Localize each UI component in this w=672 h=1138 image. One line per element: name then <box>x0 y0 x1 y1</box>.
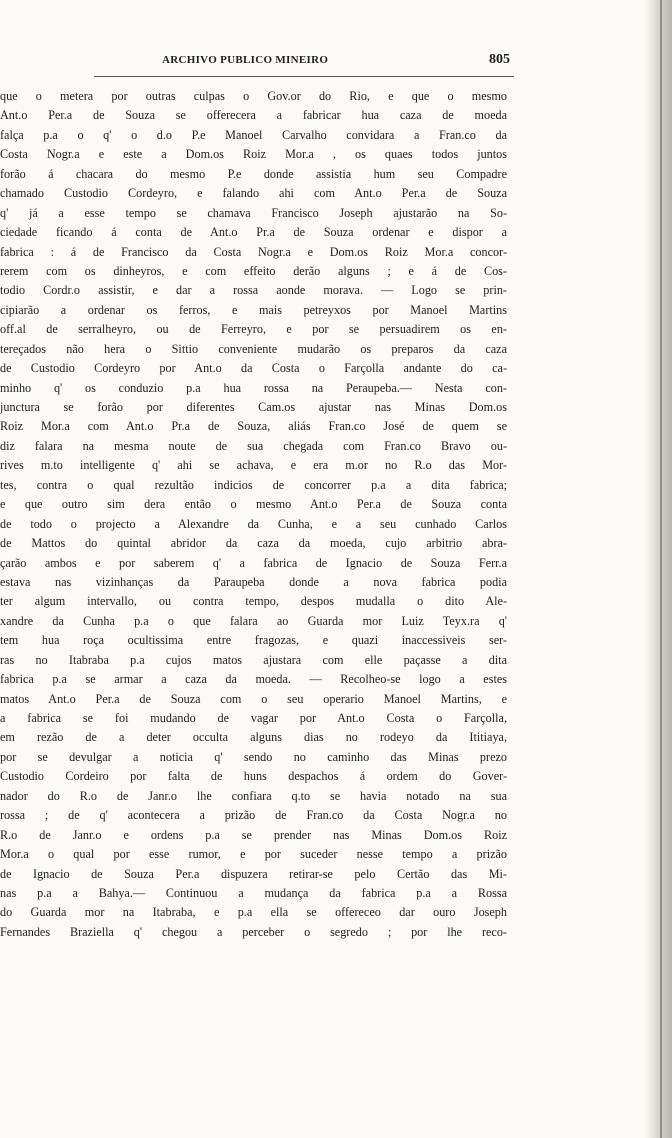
text-line: ciedade ficando á conta de Ant.o Pr.a de Souza ordenar e dispor a <box>0 225 507 240</box>
text-line: çarão ambos e por saberem q' a fabrica de Ignacio de Souza Ferr.a <box>0 555 507 570</box>
text-line: Custodio Cordeiro por falta de huns despachos á ordem do Gover- <box>0 769 507 784</box>
text-line: de Custodio Cordeyro por Ant.o da Costa o Farçolla andante do ca- <box>0 361 507 376</box>
text-line: todio Cordr.o assistir, e dar a rossa aonde morava. — Logo se prin- <box>0 283 507 298</box>
page-binding-line <box>660 0 662 1138</box>
text-line: diz falara na mesma noute de sua chegada com Fran.co Bravo ou- <box>0 438 507 453</box>
text-line: nas p.a a Bahya.— Continuou a mudança da fabrica p.a a Rossa <box>0 885 507 900</box>
text-line: estava nas vizinhanças da Paraupeba donde a nova fabrica podia <box>0 574 507 589</box>
text-line: Ant.o Per.a de Souza se offerecera a fabricar hua caza de moeda <box>0 108 507 123</box>
text-line: nador do R.o de Janr.o lhe confiara q.to se havia notado na sua <box>0 788 507 803</box>
text-line: tem hua roça ocultissima entre fragozas, e quazi inaccessiveis ser- <box>0 633 507 648</box>
text-line: ter algum intervallo, ou contra tempo, despos mudalla o dito Ale- <box>0 594 507 609</box>
text-line: q' já a esse tempo se chamava Francisco Joseph ajustarão na So- <box>0 205 507 220</box>
page-binding-edge <box>644 0 672 1138</box>
running-header <box>90 54 510 72</box>
text-line: do Guarda mor na Itabraba, e p.a ella se offereceo dar ouro Joseph <box>0 905 507 920</box>
text-line: forão á chacara do mesmo P.e donde assistia hum seu Compadre <box>0 166 507 181</box>
page-number: 805 <box>489 52 510 67</box>
text-line: de todo o projecto a Alexandre da Cunha, e a seu cunhado Carlos <box>0 516 507 531</box>
body-text <box>0 87 507 942</box>
text-line: off.al de serralheyro, ou de Ferreyro, e por se persuadirem os en- <box>0 322 507 337</box>
text-line: rives m.to intelligente q' ahi se achava, e era m.or no R.o das Mor- <box>0 458 507 473</box>
text-line: fabrica : á de Francisco da Costa Nogr.a e Dom.os Roiz Mor.a concor- <box>0 244 507 259</box>
text-line: chamado Custodio Cordeyro, e falando ahi com Ant.o Per.a de Souza <box>0 186 507 201</box>
text-line: tereçados não hera o Sittio conveniente mudarão os preparos da caza <box>0 341 507 356</box>
text-line: minho q' os conduzio p.a hua rossa na Peraupeba.— Nesta con- <box>0 380 507 395</box>
text-line: falça p.a o q' o d.o P.e Manoel Carvalho convidara a Fran.co da <box>0 127 507 142</box>
text-line: que o metera por outras culpas o Gov.or do Rio, e que o mesmo <box>0 89 507 103</box>
text-line: a fabrica se foi mudando de vagar por Ant.o Costa o Farçolla, <box>0 711 507 725</box>
text-line: cipiarão a ordenar os ferros, e mais petreyxos por Manoel Martins <box>0 302 507 317</box>
text-line: Fernandes Braziella q' chegou a perceber o segredo ; por lhe reco- <box>0 924 507 939</box>
text-line: tes, contra o qual rezultão indicios de concorrer p.a a dita fabrica; <box>0 477 507 492</box>
text-line: fabrica p.a se armar a caza da moeda. — Recolheo-se logo a estes <box>0 672 507 687</box>
text-line: ras no Itabraba p.a cujos matos ajustara com elle paçasse a dita <box>0 652 507 667</box>
text-line: Mor.a o qual por esse rumor, e por suceder nesse tempo a prizão <box>0 847 507 862</box>
header-rule <box>94 76 514 77</box>
text-line: rerem com os dinheyros, e com effeito derão alguns ; e á de Cos- <box>0 263 507 278</box>
text-line: Costa Nogr.a e este a Dom.os Roiz Mor.a , os quaes todos juntos <box>0 147 507 162</box>
text-line: R.o de Janr.o e ordens p.a se prender nas Minas Dom.os Roiz <box>0 827 507 842</box>
text-line: xandre da Cunha p.a o que falara ao Guarda mor Luiz Teyx.ra q' <box>0 613 507 628</box>
text-line: matos Ant.o Per.a de Souza com o seu operario Manoel Martins, e <box>0 691 507 706</box>
text-line: junctura se forão por diferentes Cam.os ajustar nas Minas Dom.os <box>0 400 507 414</box>
text-line: de Mattos do quintal abridor da caza da moeda, cujo arbitrio abra- <box>0 536 507 551</box>
text-line: por se devulgar a noticia q' sendo no caminho das Minas prezo <box>0 749 507 764</box>
text-line: Roiz Mor.a com Ant.o Pr.a de Souza, aliás Fran.co José de quem se <box>0 419 507 434</box>
text-line: rossa ; de q' acontecera a prizão de Fran.co da Costa Nogr.a no <box>0 808 507 823</box>
text-line: de Ignacio de Souza Per.a dispuzera retirar-se pelo Certão das Mi- <box>0 866 507 881</box>
header-title: ARCHIVO PUBLICO MINEIRO <box>162 54 329 66</box>
text-line: e que outro sim dera então o mesmo Ant.o Per.a de Souza conta <box>0 497 507 512</box>
text-line: em rezão de a deter occulta alguns dias no rodeyo da Ititiaya, <box>0 730 507 745</box>
